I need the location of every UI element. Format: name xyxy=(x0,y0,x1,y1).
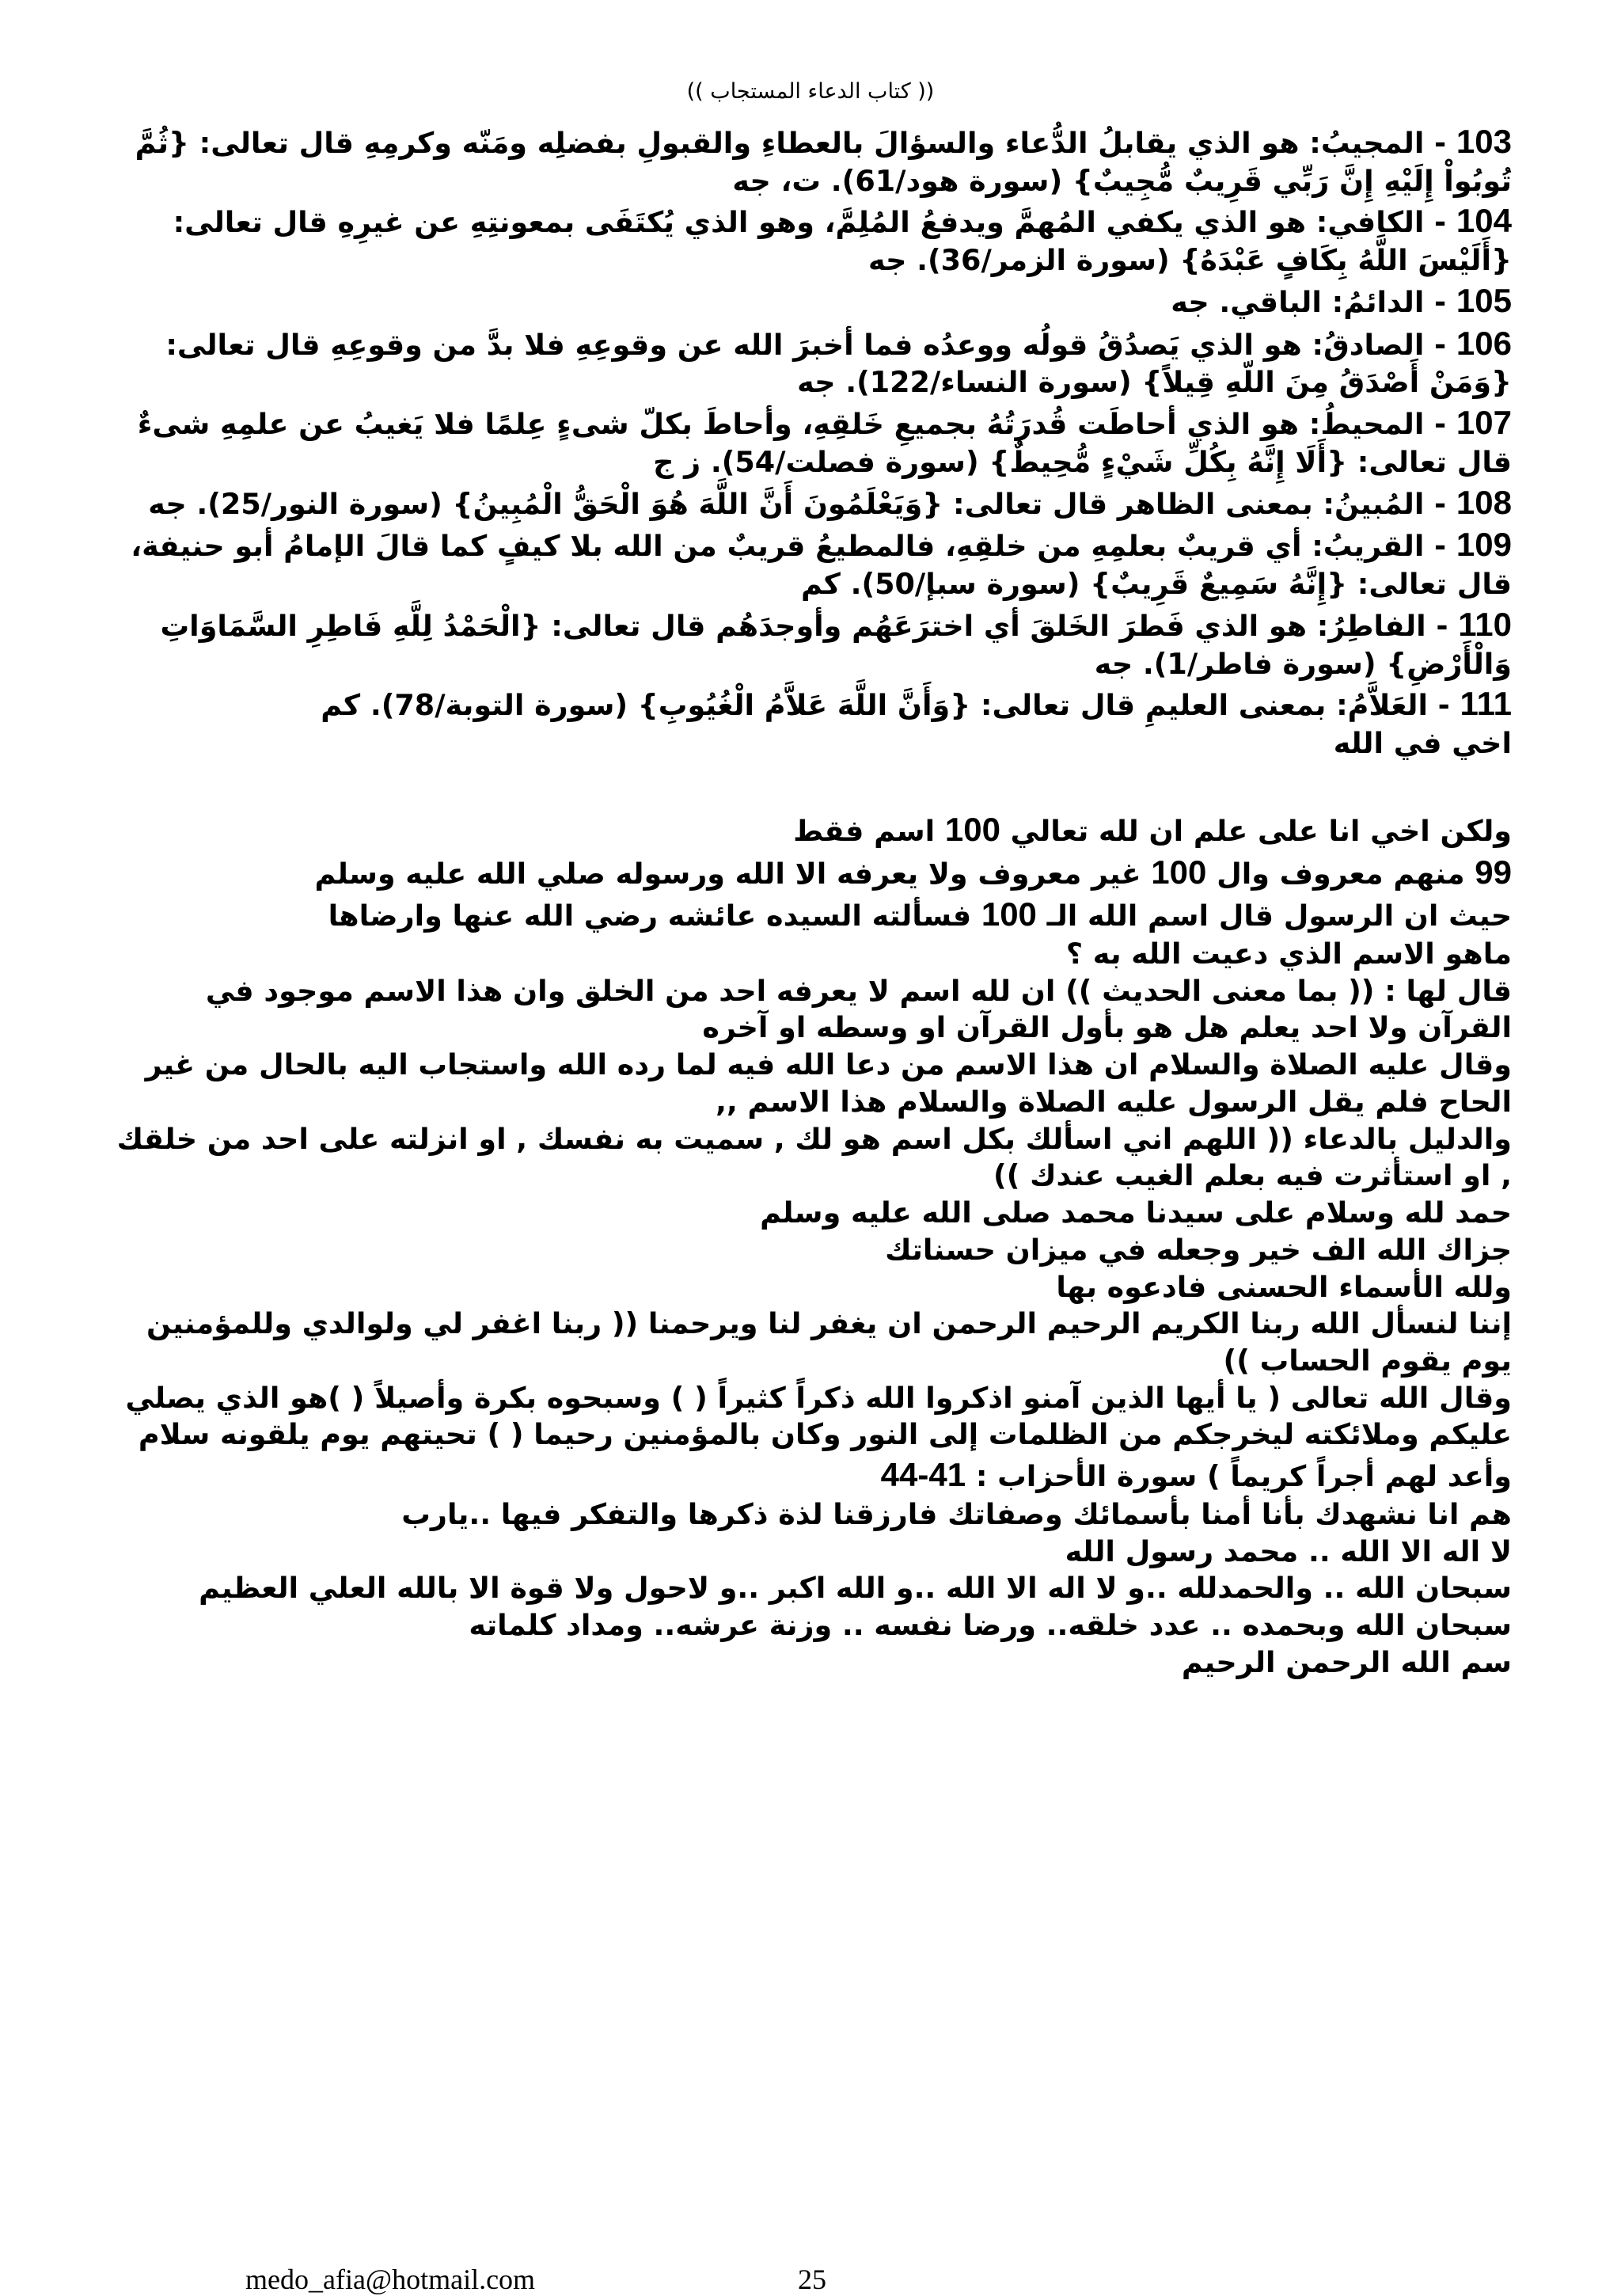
name-entry xyxy=(111,523,1512,603)
name-entry xyxy=(111,603,1512,682)
inline-number: 100 xyxy=(1151,853,1207,891)
paragraph-text: فسألته السيده عائشه رضي الله عنها وارضاها xyxy=(328,899,981,933)
paragraph-text: ولله الأسماء الحسنى فادعوه بها xyxy=(1056,1269,1512,1304)
entry-text: - المحيطُ: هو الذي أحاطَت قُدرَتُهُ بجميعِ خَلقِهِ، وأحاطَ بكلّ شىءٍ عِلمًا فلا يَغيبُ عن علمِهِ شىءٌ قال تعالى: {أَلَا إِنَّهُ بِكُلِّ شَيْءٍ مُّحِيطٌ} (سورة فصلت/54). ز ج xyxy=(137,407,1512,479)
text-paragraph xyxy=(111,1047,1512,1120)
text-paragraph xyxy=(111,1269,1512,1306)
entry-number: 110 xyxy=(1458,605,1512,643)
inline-number: 99 xyxy=(1475,853,1512,891)
paragraph-text: سم الله الرحمن الرحيم xyxy=(1181,1644,1512,1679)
name-entry xyxy=(111,481,1512,524)
paragraph-text: ماهو الاسم الذي دعيت الله به ؟ xyxy=(1065,937,1512,971)
paragraph-text: حيث ان الرسول قال اسم الله الـ xyxy=(1036,899,1512,933)
document-body xyxy=(111,120,1512,1681)
entry-text: - العَلاَّمُ: بمعنى العليمِ قال تعالى: {وَأَنَّ اللَّهَ عَلاَّمُ الْغُيُوبِ} (سورة التوبة/78). كم xyxy=(321,688,1450,723)
text-paragraph xyxy=(111,1232,1512,1269)
page-header: (( كتاب الدعاء المستجاب )) xyxy=(686,79,935,104)
footer-email: medo_afia@hotmail.com xyxy=(245,2264,536,2295)
paragraph-text: إننا لنسأل الله ربنا الكريم الرحيم الرحمن ان يغفر لنا ويرحمنا (( ربنا اغفر لي ولوالدي وللمؤمنين يوم يقوم الحساب )) xyxy=(146,1306,1512,1378)
paragraph-text: اسم فقط xyxy=(793,813,945,848)
entry-text: - القريبُ: أي قريبٌ بعلمِهِ من خلقِهِ، فالمطيعُ قريبٌ من الله بلا كيفٍ كما قالَ الإمامُ أبو حنيفة، قال تعالى: {إِنَّهُ سَمِيعٌ قَرِيبٌ} (سورة سبإ/50). كم xyxy=(131,529,1512,602)
name-entry xyxy=(111,200,1512,279)
text-paragraph xyxy=(111,1496,1512,1534)
entry-text: - الفاطِرُ: هو الذي فَطرَ الخَلقَ أي اخترَعَهُم وأوجدَهُم قال تعالى: {الْحَمْدُ لِلَّهِ فَاطِرِ السَّمَاوَاتِ وَالْأَرْضِ} (سورة فاطر/1). جه xyxy=(160,608,1512,681)
paragraph-text: وقال الله تعالى ( يا أيها الذين آمنو اذكروا الله ذكراً كثيراً ( ) وسبحوه بكرة وأصيلاً ( )هو الذي يصلي عليكم وملائكته ليخرجكم من الظلمات إلى النور وكان بالمؤمنين رحيما ( ) تحيتهم يوم يلقونه سلام وأعد لهم أجراً كريماً ) سورة الأحزاب : xyxy=(125,1380,1512,1494)
entry-number: 104 xyxy=(1456,202,1512,240)
paragraph-text: هم انا نشهدك بأنا أمنا بأسمائك وصفاتك فارزقنا لذة ذكرها والتفكر فيها ..يارب xyxy=(401,1496,1512,1531)
names-list xyxy=(111,120,1512,725)
paragraph-text: ولكن اخي انا على علم ان لله تعالي xyxy=(1000,813,1512,848)
text-paragraph xyxy=(111,1607,1512,1644)
paragraph-text: سبحان الله وبحمده .. عدد خلقه.. ورضا نفسه .. وزنة عرشه.. ومداد كلماته xyxy=(469,1608,1512,1642)
paragraph-text: لا اله الا الله .. محمد رسول الله xyxy=(1065,1534,1512,1568)
paragraphs xyxy=(111,808,1512,1682)
entry-text: - الصادقُ: هو الذي يَصدُقُ قولُه ووعدُه فما أخبرَ الله عن وقوعِهِ فلا بدَّ من وقوعِهِ قال تعالى: {وَمَنْ أَصْدَقُ مِنَ اللّهِ قِيلاً} (سورة النساء/122). جه xyxy=(165,327,1512,400)
name-entry xyxy=(111,322,1512,401)
name-entry xyxy=(111,401,1512,481)
text-paragraph xyxy=(111,1570,1512,1607)
text-paragraph xyxy=(111,1306,1512,1379)
entry-number: 109 xyxy=(1456,526,1512,564)
entry-number: 103 xyxy=(1456,123,1512,160)
page-number: 25 xyxy=(798,2264,826,2295)
paragraph-text: غير معروف ولا يعرفه الا الله ورسوله صلي الله عليه وسلم xyxy=(314,856,1152,891)
entry-text: - المُبينُ: بمعنى الظاهر قال تعالى: {وَيَعْلَمُونَ أَنَّ اللَّهَ هُوَ الْحَقُّ الْمُبِينُ} (سورة النور/25). جه xyxy=(148,486,1447,521)
paragraph-text: جزاك الله الف خير وجعله في ميزان حسناتك xyxy=(885,1232,1512,1267)
text-paragraph xyxy=(111,1380,1512,1496)
text-paragraph xyxy=(111,936,1512,973)
name-entry xyxy=(111,682,1512,725)
text-paragraph xyxy=(111,1644,1512,1682)
paragraph-text: منهم معروف وال xyxy=(1206,856,1475,891)
name-entry xyxy=(111,279,1512,322)
inline-number: 41-44 xyxy=(880,1456,966,1494)
inline-number: 100 xyxy=(981,895,1037,933)
after-names-line: اخي في الله xyxy=(1333,726,1512,761)
text-paragraph xyxy=(111,808,1512,851)
paragraph-text: قال لها : (( بما معنى الحديث )) ان لله اسم لا يعرفه احد من الخلق وان هذا الاسم موجود في القرآن ولا احد يعلم هل هو بأول القرآن او وسطه او آخره xyxy=(205,973,1512,1045)
entry-text: - الكافي: هو الذي يكفي المُهمَّ ويدفعُ المُلِمَّ، وهو الذي يُكتَفَى بمعونتِهِ عن غيرِهِ قال تعالى: {أَلَيْسَ اللَّهُ بِكَافٍ عَبْدَهُ} (سورة الزمر/36). جه xyxy=(173,205,1512,278)
entry-number: 105 xyxy=(1456,281,1512,319)
text-paragraph xyxy=(111,973,1512,1047)
name-entry xyxy=(111,120,1512,200)
entry-number: 111 xyxy=(1460,685,1512,723)
text-paragraph xyxy=(111,851,1512,894)
text-paragraph xyxy=(111,1534,1512,1571)
inline-number: 100 xyxy=(944,810,1000,848)
paragraph-text: حمد لله وسلام على سيدنا محمد صلى الله عليه وسلم xyxy=(760,1196,1512,1230)
spacer xyxy=(111,762,1512,808)
text-paragraph xyxy=(111,1121,1512,1195)
entry-text: - الدائمُ: الباقي. جه xyxy=(1171,284,1447,319)
paragraph-text: سبحان الله .. والحمدلله ..و لا اله الا الله ..و الله اكبر ..و لاحول ولا قوة الا بالله العلي العظيم xyxy=(199,1571,1512,1606)
text-paragraph xyxy=(111,1195,1512,1232)
entry-number: 107 xyxy=(1456,404,1512,442)
entry-text: - المجيبُ: هو الذي يقابلُ الدُّعاء والسؤالَ بالعطاءِ والقبولِ بفضلِه ومَنّه وكرمِهِ قال تعالى: {ثُمَّ تُوبُواْ إِلَيْهِ إِنَّ رَبِّي قَرِيبٌ مُّجِيبٌ} (سورة هود/61). ت، جه xyxy=(135,126,1512,198)
text-paragraph xyxy=(111,893,1512,936)
entry-number: 108 xyxy=(1456,483,1512,521)
entry-number: 106 xyxy=(1456,324,1512,362)
paragraph-text: والدليل بالدعاء (( اللهم اني اسألك بكل اسم هو لك , سميت به نفسك , او انزلته على احد من خلقك , او استأثرت فيه بعلم الغيب عندك )) xyxy=(116,1121,1512,1193)
paragraph-text: وقال عليه الصلاة والسلام ان هذا الاسم من دعا الله فيه لما رده الله واستجاب اليه بالحال من غير الحاح فلم يقل الرسول عليه الصلاة والسلام هذا الاسم ,, xyxy=(145,1047,1512,1119)
